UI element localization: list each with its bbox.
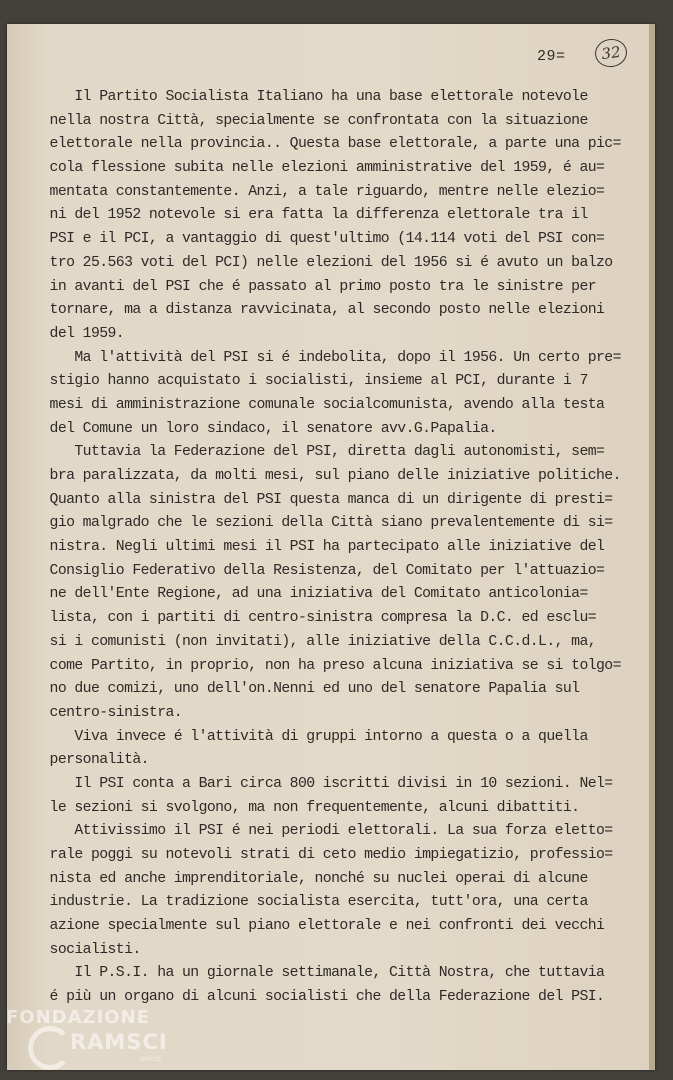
- archive-number-stamp: 32: [593, 37, 629, 69]
- text-line: mesi di amministrazione comunale socialcomunista, avendo alla testa: [33, 396, 605, 413]
- foundation-watermark-logo: [6, 1004, 176, 1074]
- text-line: bra paralizzata, da molti mesi, sul piano delle iniziative politiche.: [33, 468, 621, 484]
- text-line: Il PSI conta a Bari circa 800 iscritti divisi in 10 sezioni. Nel=: [33, 775, 613, 792]
- text-line: Consiglio Federativo della Resistenza, del Comitato per l'attuazio=: [33, 562, 605, 579]
- text-line: lista, con i partiti di centro-sinistra compresa la D.C. ed esclu=: [33, 610, 597, 627]
- text-line: Tuttavia la Federazione del PSI, diretta dagli autonomisti, sem=: [33, 444, 605, 461]
- text-line: ni del 1952 notevole si era fatta la differenza elettorale tra il: [33, 207, 588, 224]
- text-line: gio malgrado che le sezioni della Città siano prevalentemente di si=: [33, 515, 613, 532]
- text-line: Il P.S.I. ha un giornale settimanale, Città Nostra, che tuttavia: [33, 965, 605, 982]
- text-line: PSI e il PCI, a vantaggio di quest'ultimo (14.114 voti del PSI con=: [33, 231, 605, 248]
- text-line: elettorale nella provincia.. Questa base elettorale, a parte una pic=: [33, 136, 621, 153]
- typed-text-body: [33, 86, 643, 1010]
- text-line: le sezioni si svolgono, ma non frequentemente, alcuni dibattiti.: [33, 799, 580, 816]
- text-line: no due comizi, uno dell'on.Nenni ed uno del senatore Papalia sul: [33, 681, 580, 698]
- text-line: nistra. Negli ultimi mesi il PSI ha partecipato alle iniziative del: [33, 539, 605, 556]
- page-edge: [649, 24, 655, 1070]
- text-line: Quanto alla sinistra del PSI questa manca di un dirigente di presti=: [33, 491, 613, 508]
- text-line: in avanti del PSI che é passato al primo posto tra le sinistre per: [33, 278, 597, 295]
- text-line: é più un organo di alcuni socialisti che della Federazione del PSI.: [33, 989, 605, 1006]
- text-line: si i comunisti (non invitati), alle iniziative della C.C.d.L., ma,: [33, 633, 597, 650]
- text-line: Viva invece é l'attività di gruppi intorno a questa o a quella: [33, 728, 588, 745]
- text-line: stigio hanno acquistato i socialisti, insieme al PCI, durante i 7: [33, 373, 588, 390]
- text-line: tornare, ma a distanza ravvicinata, al secondo posto nelle elezioni: [33, 302, 605, 319]
- text-line: nista ed anche imprenditoriale, nonché su nuclei operai di alcune: [33, 870, 588, 887]
- text-line: del 1959.: [33, 325, 125, 342]
- text-line: centro-sinistra.: [33, 704, 183, 721]
- watermark-top-text: FONDAZIONE: [6, 1007, 150, 1028]
- text-line: personalità.: [33, 752, 149, 769]
- text-line: mentata constantemente. Anzi, a tale riguardo, mentre nelle elezio=: [33, 183, 605, 200]
- text-line: Attivissimo il PSI é nei periodi elettorali. La sua forza eletto=: [33, 823, 613, 840]
- text-line: come Partito, in proprio, non ha preso alcuna iniziativa se si tolgo=: [33, 657, 621, 674]
- watermark-sub-text: onlus: [140, 1054, 162, 1063]
- text-line: tro 25.563 voti del PCI) nelle elezioni del 1956 si é avuto un balzo: [33, 254, 613, 271]
- text-line: nella nostra Città, specialmente se confrontata con la situazione: [33, 112, 588, 129]
- page-number: 29=: [537, 48, 566, 65]
- text-line: industrie. La tradizione socialista esercita, tutt'ora, una certa: [33, 894, 588, 911]
- text-line: Ma l'attività del PSI si é indebolita, dopo il 1956. Un certo pre=: [33, 349, 621, 366]
- text-line: Il Partito Socialista Italiano ha una base elettorale notevole: [33, 89, 588, 105]
- text-line: del Comune un loro sindaco, il senatore avv.G.Papalia.: [33, 420, 497, 437]
- text-line: rale poggi su notevoli strati di ceto medio impiegatizio, professio=: [33, 847, 613, 863]
- text-line: ne dell'Ente Regione, ad una iniziativa del Comitato anticolonia=: [33, 586, 588, 603]
- text-line: cola flessione subita nelle elezioni amministrative del 1959, é au=: [33, 160, 605, 177]
- text-line: azione specialmente sul piano elettorale e nei confronti dei vecchi: [33, 918, 605, 935]
- watermark-bottom-text: RAMSCI: [70, 1030, 168, 1054]
- text-line: socialisti.: [33, 941, 141, 958]
- watermark-g-mark: [28, 1026, 72, 1070]
